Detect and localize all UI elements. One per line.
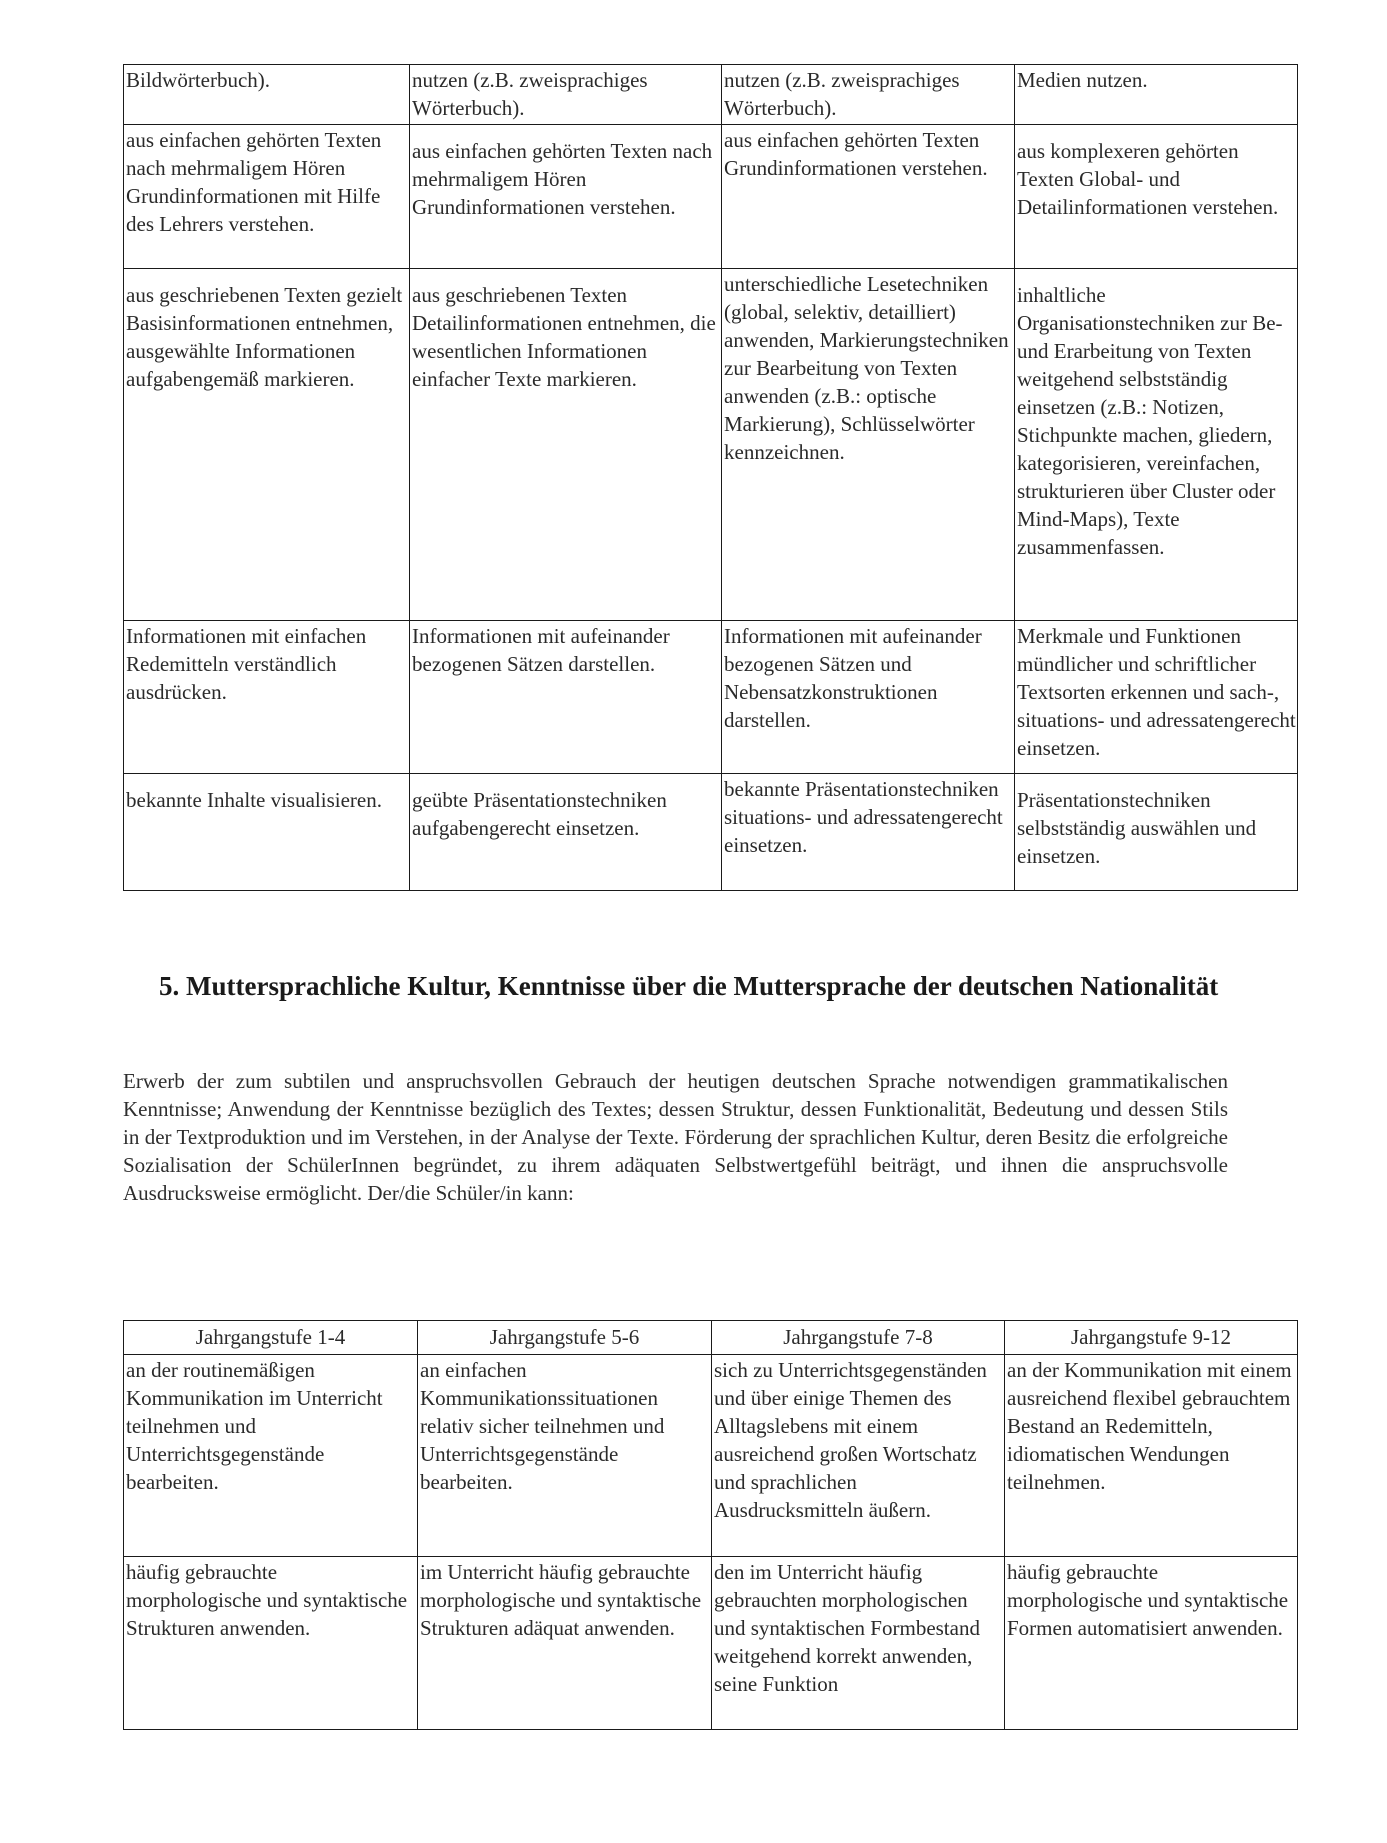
table-cell: aus einfachen gehörten Texten nach mehrmaligem Hören Grundinformationen verstehen. [410,125,722,269]
column-header: Jahrgangstufe 5-6 [418,1321,712,1355]
table-cell: Merkmale und Funktionen mündlicher und schriftlicher Textsorten erkennen und sach-, situations- und adressatengerecht einsetzen. [1015,621,1298,774]
section-number: 5. [159,971,180,1001]
competency-table-bottom [123,1320,1298,1730]
table-row [124,125,1298,269]
table-cell: bekannte Inhalte visualisieren. [124,774,410,891]
table-cell: den im Unterricht häufig gebrauchten morphologischen und syntaktischen Formbestand weitgehend korrekt anwenden, seine Funktion [712,1557,1005,1730]
table-cell: aus einfachen gehörten Texten nach mehrmaligem Hören Grundinformationen mit Hilfe des Lehrers verstehen. [124,125,410,269]
section-heading [123,970,1228,1003]
table-cell: nutzen (z.B. zweisprachiges Wörterbuch). [410,65,722,125]
table-cell: häufig gebrauchte morphologische und syntaktische Formen automatisiert anwenden. [1005,1557,1298,1730]
table-cell: Medien nutzen. [1015,65,1298,125]
competency-table-top [123,64,1298,891]
table-cell: aus geschriebenen Texten Detailinformationen entnehmen, die wesentlichen Informationen einfacher Texte markieren. [410,269,722,621]
table-cell: Informationen mit aufeinander bezogenen Sätzen darstellen. [410,621,722,774]
table-row [124,65,1298,125]
table-cell: Präsentationstechniken selbstständig auswählen und einsetzen. [1015,774,1298,891]
table-cell: im Unterricht häufig gebrauchte morphologische und syntaktische Strukturen adäquat anwenden. [418,1557,712,1730]
table-cell: Bildwörterbuch). [124,65,410,125]
table-row [124,269,1298,621]
table-header-row [124,1321,1298,1355]
table-cell: sich zu Unterrichtsgegenständen und über einige Themen des Alltagslebens mit einem ausreichend großen Wortschatz und sprachlichen Ausdrucksmitteln äußern. [712,1355,1005,1557]
column-header: Jahrgangstufe 1-4 [124,1321,418,1355]
table-row [124,1355,1298,1557]
table-cell: Informationen mit einfachen Redemitteln verständlich ausdrücken. [124,621,410,774]
table-cell: inhaltliche Organisationstechniken zur Be- und Erarbeitung von Texten weitgehend selbstständig einsetzen (z.B.: Notizen, Stichpunkte machen, gliedern, kategorisieren, vereinfachen, strukturieren über Cluster oder Mind-Maps), Texte zusammenfassen. [1015,269,1298,621]
table-cell: aus geschriebenen Texten gezielt Basisinformationen entnehmen, ausgewählte Informationen aufgabengemäß markieren. [124,269,410,621]
table-row [124,621,1298,774]
table-row [124,1557,1298,1730]
table-cell: geübte Präsentationstechniken aufgabengerecht einsetzen. [410,774,722,891]
table-cell: an der Kommunikation mit einem ausreichend flexibel gebrauchtem Bestand an Redemitteln, idiomatischen Wendungen teilnehmen. [1005,1355,1298,1557]
column-header: Jahrgangstufe 9-12 [1005,1321,1298,1355]
table-cell: Informationen mit aufeinander bezogenen Sätzen und Nebensatzkonstruktionen darstellen. [722,621,1015,774]
section-title: Muttersprachliche Kultur, Kenntnisse über die Muttersprache der deutschen Nationalität [186,971,1219,1001]
table-cell: an einfachen Kommunikationssituationen relativ sicher teilnehmen und Unterrichtsgegenstände bearbeiten. [418,1355,712,1557]
table-cell: an der routinemäßigen Kommunikation im Unterricht teilnehmen und Unterrichtsgegenstände bearbeiten. [124,1355,418,1557]
table-cell: bekannte Präsentationstechniken situations- und adressatengerecht einsetzen. [722,774,1015,891]
table-cell: nutzen (z.B. zweisprachiges Wörterbuch). [722,65,1015,125]
column-header: Jahrgangstufe 7-8 [712,1321,1005,1355]
table-cell: unterschiedliche Lesetechniken (global, selektiv, detailliert) anwenden, Markierungstechniken zur Bearbeitung von Texten anwenden (z.B.: optische Markierung), Schlüsselwörter kennzeichnen. [722,269,1015,621]
table-cell: aus komplexeren gehörten Texten Global- und Detailinformationen verstehen. [1015,125,1298,269]
table-cell: häufig gebrauchte morphologische und syntaktische Strukturen anwenden. [124,1557,418,1730]
section-intro: Erwerb der zum subtilen und anspruchsvollen Gebrauch der heutigen deutschen Sprache notwendigen grammatikalischen Kenntnisse; Anwendung der Kenntnisse bezüglich des Textes; dessen Struktur, dessen Funktionalität, Bedeutung und dessen Stils in der Textproduktion und im Verstehen, in der Analyse der Texte. Förderung der sprachlichen Kultur, deren Besitz die erfolgreiche Sozialisation der SchülerInnen begründet, zu ihrem adäquaten Selbstwertgefühl beiträgt, und ihnen die anspruchsvolle Ausdrucksweise ermöglicht. Der/die Schüler/in kann: [123,1069,1228,1205]
table-row [124,774,1298,891]
table-cell: aus einfachen gehörten Texten Grundinformationen verstehen. [722,125,1015,269]
